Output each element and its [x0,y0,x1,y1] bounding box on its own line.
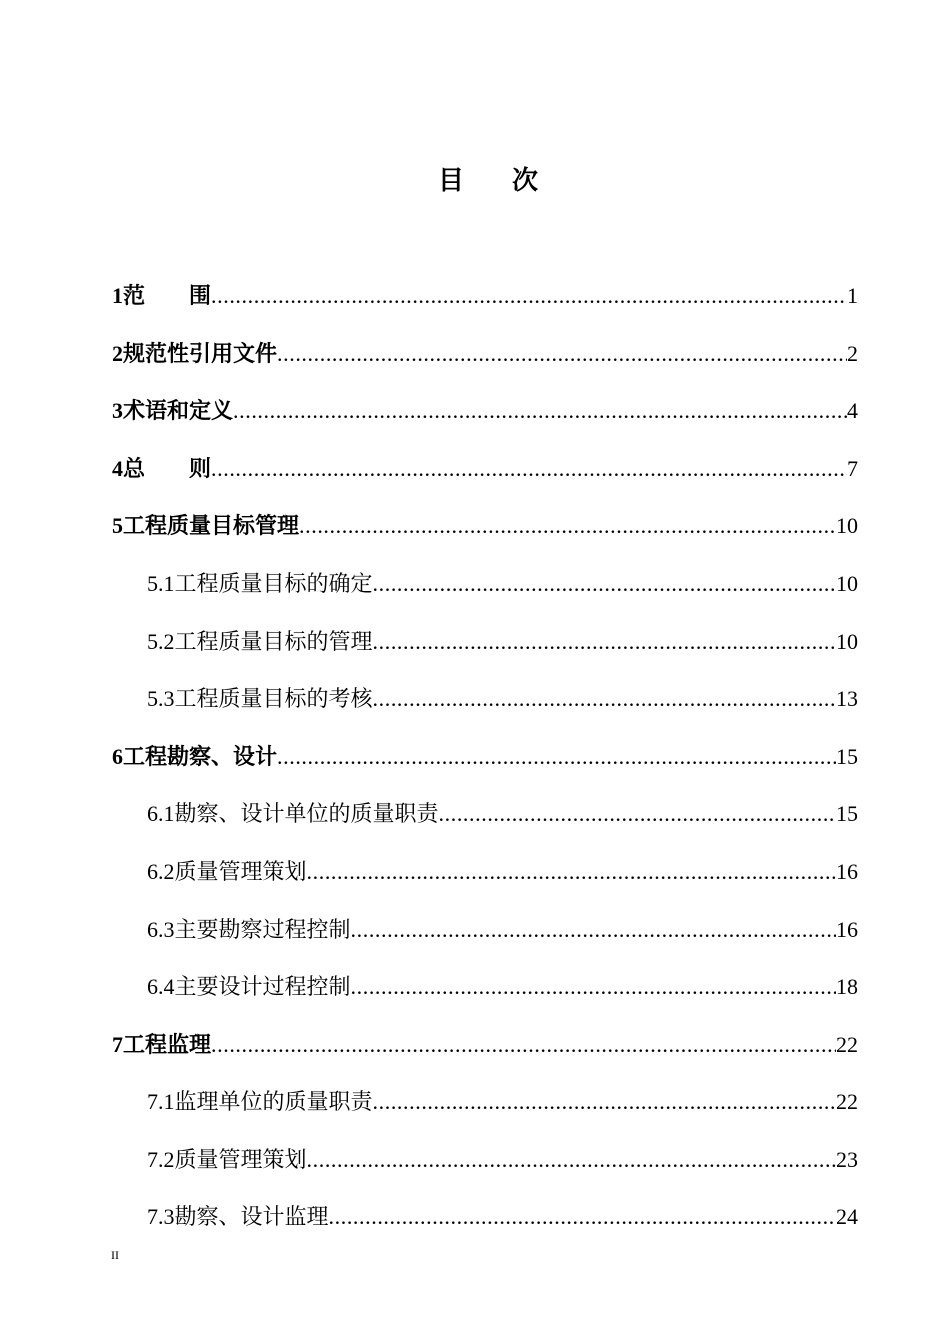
toc-entry-number: 5.1 [147,571,175,596]
toc-entry[interactable] [147,620,858,664]
dot-leader [211,274,847,318]
toc-entry-page: 10 [836,629,858,654]
toc-entry-page: 18 [836,974,858,999]
toc-entry[interactable] [147,677,858,721]
toc-entry[interactable] [147,792,858,836]
toc-entry[interactable] [112,332,858,376]
toc-entry-page: 13 [836,686,858,711]
toc-entry-label: 术语和定义 [123,399,234,424]
toc-entry-label: 工程质量目标管理 [123,514,300,539]
toc-entry-page: 22 [836,1089,858,1114]
toc-entry-number: 6.3 [147,917,175,942]
toc-entry-number: 6.1 [147,801,175,826]
toc-entry-label: 范 围 [123,284,212,309]
toc-entry-number: 6 [112,744,123,769]
toc-entry-page: 1 [847,283,858,308]
toc-entry-number: 5.3 [147,686,175,711]
toc-entry-page: 10 [836,513,858,538]
dot-leader [211,1023,836,1067]
dot-leader [373,677,836,721]
toc-entry-number: 7.3 [147,1204,175,1229]
page-number-footer: II [111,1248,119,1262]
page-title-left: 目 [437,166,464,196]
toc-entry-number: 2 [112,341,123,366]
toc-entry[interactable] [112,735,858,779]
toc-entry-number: 3 [112,398,123,423]
toc-entry-page: 24 [836,1204,858,1229]
toc-entry-label: 工程质量目标的考核 [174,687,373,712]
toc-entry-page: 7 [847,456,858,481]
toc-entry[interactable] [147,850,858,894]
toc-entry-number: 6.2 [147,859,175,884]
toc-entry-page: 16 [836,917,858,942]
toc-entry-number: 7.2 [147,1147,175,1172]
toc-entry[interactable] [112,274,858,318]
toc-entry-label: 质量管理策划 [174,1148,307,1173]
toc-entry[interactable] [147,1138,858,1182]
toc-entry-number: 5.2 [147,629,175,654]
toc-entry-label: 主要设计过程控制 [174,975,351,1000]
dot-leader [277,332,847,376]
toc-entry-number: 5 [112,513,123,538]
dot-leader [351,965,836,1009]
toc-entry-page: 10 [836,571,858,596]
toc-entry-page: 15 [836,744,858,769]
dot-leader [233,389,847,433]
toc-entry-page: 16 [836,859,858,884]
toc-entry-label: 主要勘察过程控制 [174,918,351,943]
toc-entry-page: 22 [836,1032,858,1057]
dot-leader [329,1195,836,1239]
toc-entry-label: 规范性引用文件 [123,342,278,367]
dot-leader [373,562,836,606]
toc-entry-label: 工程勘察、设计 [123,745,278,770]
toc-entry-label: 工程监理 [123,1033,212,1058]
toc-entry[interactable] [147,1195,858,1239]
dot-leader [211,447,847,491]
dot-leader [307,850,836,894]
toc-entry-page: 15 [836,801,858,826]
dot-leader [307,1138,836,1182]
toc-entry[interactable] [112,504,858,548]
toc-entry[interactable] [112,1023,858,1067]
toc-entry[interactable] [147,908,858,952]
toc-entry-number: 7.1 [147,1089,175,1114]
toc-entry-number: 1 [112,283,123,308]
toc-entry-label: 质量管理策划 [174,860,307,885]
toc-entry-label: 监理单位的质量职责 [174,1090,373,1115]
toc-entry-number: 4 [112,456,123,481]
dot-leader [439,792,836,836]
toc-entry[interactable] [147,562,858,606]
dot-leader [299,504,836,548]
toc-entry[interactable] [112,389,858,433]
toc-entry-page: 23 [836,1147,858,1172]
toc-entry-number: 7 [112,1032,123,1057]
toc-entry-number: 6.4 [147,974,175,999]
toc-entry-page: 4 [847,398,858,423]
toc-entry-page: 2 [847,341,858,366]
toc-entry-label: 勘察、设计监理 [174,1205,329,1230]
dot-leader [373,620,836,664]
toc-entry[interactable] [147,965,858,1009]
dot-leader [373,1080,836,1124]
dot-leader [351,908,836,952]
dot-leader [277,735,836,779]
toc-entry[interactable] [147,1080,858,1124]
page-title-right: 次 [512,166,539,196]
toc-entry-label: 勘察、设计单位的质量职责 [174,802,439,827]
toc-entry[interactable] [112,447,858,491]
toc-entry-label: 工程质量目标的确定 [174,572,373,597]
toc-entry-label: 总 则 [123,457,212,482]
page-title [0,160,950,197]
toc-entry-label: 工程质量目标的管理 [174,630,373,655]
